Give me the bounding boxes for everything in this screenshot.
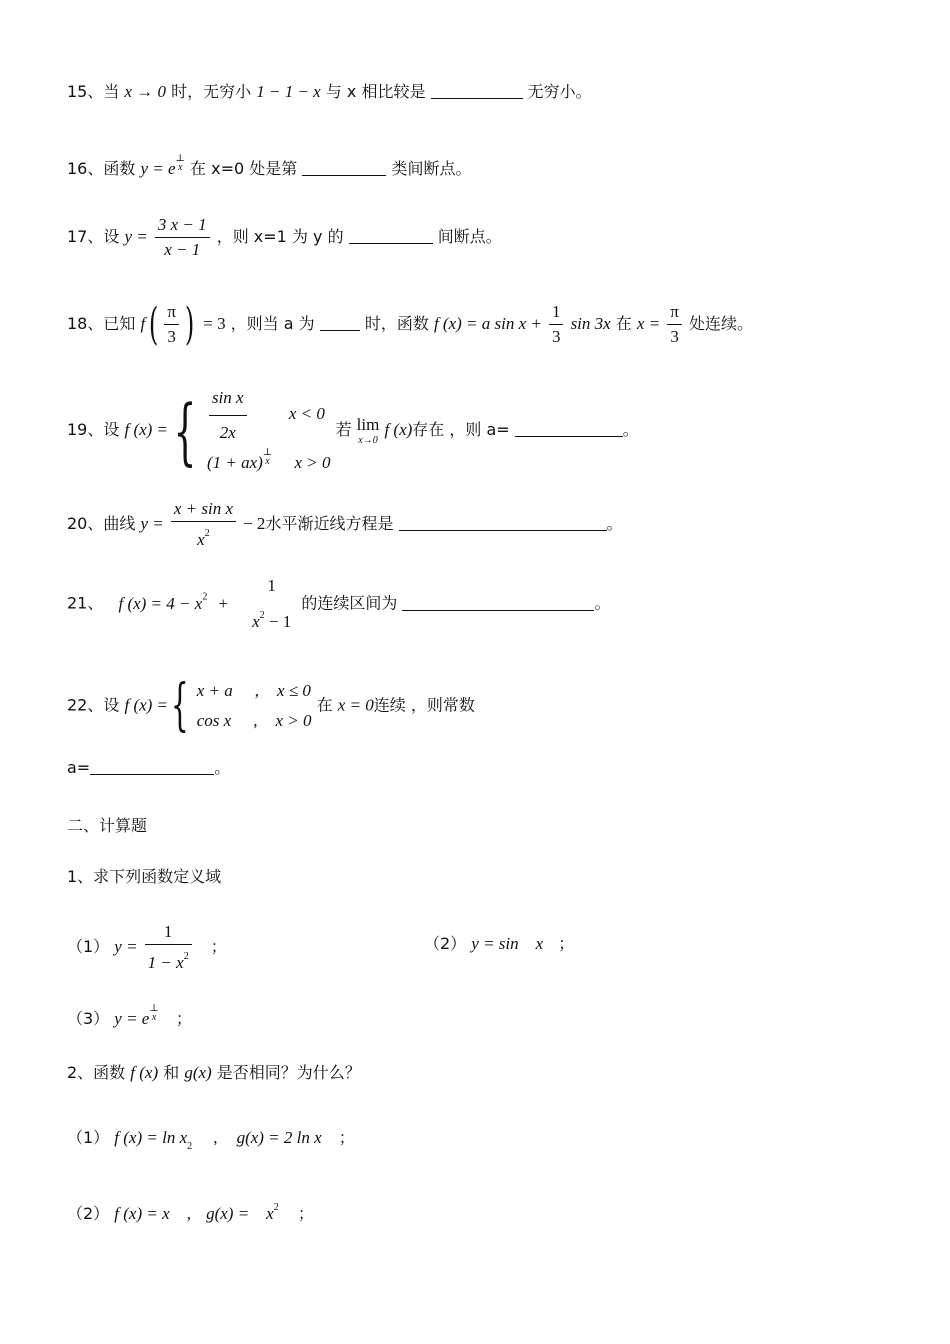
q17-text2: 间断点。 xyxy=(437,227,502,246)
q22-answer-end: 。 xyxy=(214,758,231,777)
q22-cond-1: x ≤ 0 xyxy=(277,681,311,700)
q16-expression: y = e xyxy=(140,159,176,178)
calc-1-2-end: ； xyxy=(558,934,575,953)
q19-text1: 若 xyxy=(335,420,352,439)
q17-lhs: y = xyxy=(124,227,148,246)
calc-1-3-end: ； xyxy=(175,1009,192,1028)
q21-sup: 2 xyxy=(202,591,208,603)
q20-lhs: y = xyxy=(140,514,164,533)
question-19: 19、设 f (x) ={ $\frac{\text{sin x}}{2x}$ x < 0 (1 + ax) ⊥ x x > 0 若 lim x→0 f (x)存在 ，则 a= 。 xyxy=(67,383,639,478)
q16-exp-bottom: x xyxy=(178,162,183,173)
q20-number: 20、曲线 xyxy=(67,514,136,533)
q18-three: 3 xyxy=(167,327,176,346)
q21-answer-blank[interactable] xyxy=(402,594,594,611)
question-16 xyxy=(67,154,471,179)
question-15 xyxy=(67,82,592,102)
q19-number: 19、设 xyxy=(67,420,120,439)
calc-2-1-g: g(x) = 2 ln x xyxy=(236,1128,322,1147)
calc-1-3-expr: y = e xyxy=(114,1009,150,1028)
calc-2-1-comma: , xyxy=(213,1128,218,1147)
q17-answer-blank[interactable] xyxy=(349,227,433,244)
q22-expr-2: cos x xyxy=(196,711,232,730)
q18-pi-b: π xyxy=(667,302,682,325)
q20-fraction xyxy=(171,499,236,550)
q19-expression-2: (1 + ax) xyxy=(206,453,263,472)
calc-1-1-end: ； xyxy=(210,937,227,956)
calc-2-1-label: （1） xyxy=(67,1128,110,1147)
q16-answer-blank[interactable] xyxy=(302,159,386,176)
question-22-answer xyxy=(67,758,230,778)
q17-number: 17、设 xyxy=(67,227,120,246)
q16-exp-top: ⊥ xyxy=(175,153,185,164)
q16-exponent xyxy=(176,154,185,172)
q18-number: 18、已知 xyxy=(67,314,136,333)
calc-1-2 xyxy=(424,934,574,954)
q18-text4: 处连续。 xyxy=(688,314,753,333)
q19-lim-sub: x→0 xyxy=(358,434,378,446)
q18-function-expr: f (x) = a sin x + xyxy=(433,314,542,333)
q20-numerator: x + sin x xyxy=(171,499,236,522)
calc-2-2-label: （2） xyxy=(67,1204,110,1223)
q22-answer-label: a= xyxy=(67,758,91,777)
q19-condition-2: x > 0 xyxy=(294,453,331,472)
calc-2-2-sup: 2 xyxy=(273,1202,279,1213)
q16-text1: 在 x=0 处是第 xyxy=(190,159,298,178)
calc-1-title: 1、求下列函数定义域 xyxy=(67,867,222,886)
calc-2-1-end: ； xyxy=(338,1128,355,1147)
calc-2-1-sub: 2 xyxy=(187,1141,193,1152)
q22-text1: 在 xyxy=(316,695,333,715)
question-20 xyxy=(67,499,623,550)
q21-fraction xyxy=(249,576,294,632)
q15-text1: 时，无穷小 xyxy=(171,82,252,101)
q20-text1: 水平渐近线方程是 xyxy=(265,514,394,533)
q15-text3: 无穷小。 xyxy=(527,82,592,101)
q19-fraction xyxy=(209,383,247,448)
q19-limit xyxy=(357,415,380,447)
q19-case-2 xyxy=(207,448,331,478)
q22-comma-2: , xyxy=(253,711,258,730)
q19-exp-bottom: x xyxy=(265,456,270,467)
question-18: 18、已知 f( $\frac{\pi}{3}$ ) = 3 ，则当 a 为 时，函数 f (x) = a sin x + $\frac{1}{3}$ sin 3x 在 x = $\frac{\pi}{3}$ 处连续。 xyxy=(67,298,753,350)
q21-number: 21、 xyxy=(67,593,104,613)
q19-text3: 。 xyxy=(622,420,639,439)
calc-1-1-denominator: 1 − x xyxy=(147,953,184,972)
calc-1-2-label: （2） xyxy=(424,934,467,953)
q15-expression: 1 − 1 − x xyxy=(256,82,321,101)
calc-1-1 xyxy=(67,922,227,973)
calc-2-text3: 是否相同？为什么？ xyxy=(216,1063,361,1082)
q21-plus: + xyxy=(218,593,228,613)
calc-1-3 xyxy=(67,1004,192,1029)
q21-den-tail: − 1 xyxy=(268,612,292,631)
q19-cases xyxy=(207,383,331,478)
q20-tail: − 2 xyxy=(243,514,266,533)
q15-number: 15、当 xyxy=(67,82,120,101)
calc-1-2-expr: y = sin x xyxy=(471,934,544,953)
calc-2-1 xyxy=(67,1128,355,1157)
calc-2-2-f: f (x) = x xyxy=(114,1204,170,1223)
q19-lhs: f (x) = xyxy=(124,420,169,439)
q21-numerator: 1 xyxy=(267,576,276,595)
q22-text2: 连续 ，则常数 xyxy=(373,695,475,715)
q19-lim: lim xyxy=(356,414,380,434)
q18-answer-blank[interactable] xyxy=(320,314,360,331)
q19-text2: 存在 ，则 a= xyxy=(412,420,510,439)
q16-text2: 类间断点。 xyxy=(391,159,472,178)
q18-pi-over-3 xyxy=(164,302,179,347)
q18-one: 1 xyxy=(549,302,564,325)
q17-text1: ，则 x=1 为 y 的 xyxy=(216,227,344,246)
q18-text2: 时，函数 xyxy=(364,314,429,333)
q17-denominator: x − 1 xyxy=(164,240,201,259)
q15-answer-blank[interactable] xyxy=(431,82,523,99)
calc-1-1-label: （1） xyxy=(67,937,110,956)
q22-cases xyxy=(197,676,312,736)
q19-denominator: 2x xyxy=(219,423,236,442)
q16-number: 16、函数 xyxy=(67,159,136,178)
question-21 xyxy=(67,576,610,632)
q22-number: 22、设 xyxy=(67,695,120,715)
q18-one-third xyxy=(549,302,564,347)
calc-2-text2: 和 xyxy=(163,1063,180,1082)
q18-pi: π xyxy=(164,302,179,325)
q18-pi-over-3-b xyxy=(667,302,682,347)
q20-den-sup: 2 xyxy=(204,528,210,539)
q19-condition-1: x < 0 xyxy=(288,404,325,424)
q22-expr-1: x + a xyxy=(196,681,233,700)
calc-1-1-fraction xyxy=(145,922,192,973)
q22-condition: x = 0 xyxy=(337,695,374,715)
q19-exponent xyxy=(263,448,272,466)
q18-x-equals: x = xyxy=(636,314,661,333)
calc-2-1-f: f (x) = ln x xyxy=(114,1128,188,1147)
calc-1-1-numerator: 1 xyxy=(145,922,192,945)
question-22: 22、设 f (x) ={ x + a , x ≤ 0 cos x , x > 0 在 x = 0连续 ，则常数 xyxy=(67,673,475,738)
calc-2-title xyxy=(67,1063,361,1083)
q19-answer-blank[interactable] xyxy=(515,420,623,437)
calc-2-2-g: g(x) = x xyxy=(206,1204,274,1223)
calc-2-text1: 2、函数 xyxy=(67,1063,126,1082)
q22-case-1 xyxy=(197,676,312,706)
q22-case-2 xyxy=(197,706,312,736)
q17-fraction xyxy=(155,215,210,260)
q20-text2: 。 xyxy=(606,514,623,533)
q15-condition: x → 0 xyxy=(124,82,167,101)
q22-lhs: f (x) = xyxy=(124,695,169,715)
q18-f: f xyxy=(140,314,146,333)
calc-2-2-comma: , xyxy=(186,1204,191,1223)
q18-three-b: 3 xyxy=(551,327,561,346)
q20-answer-blank[interactable] xyxy=(399,514,607,531)
q19-fx: f (x) xyxy=(384,420,413,439)
calc-1-1-sup: 2 xyxy=(183,951,189,962)
question-17 xyxy=(67,215,502,260)
q17-numerator: 3 x − 1 xyxy=(155,215,210,238)
calc-1-3-exponent xyxy=(149,1004,158,1022)
calc-1-3-label: （3） xyxy=(67,1009,110,1028)
calc-2-2-end: ； xyxy=(297,1204,314,1223)
q21-text1: 的连续区间为 xyxy=(301,593,398,613)
q19-exp-top: ⊥ xyxy=(262,447,273,458)
q22-cond-2: x > 0 xyxy=(275,711,312,730)
q18-equals: = 3 xyxy=(203,314,226,333)
q15-text2: 与 x 相比较是 xyxy=(325,82,426,101)
q19-numerator: sin x xyxy=(209,383,247,416)
q19-case-1 xyxy=(207,383,331,448)
calc-2-2 xyxy=(67,1198,314,1224)
q20-denominator: x xyxy=(197,530,205,549)
q18-text3: 在 xyxy=(615,314,632,333)
q21-text2: 。 xyxy=(594,593,611,613)
calc-1-3-exp-top: ⊥ xyxy=(149,1003,159,1014)
q22-answer-blank[interactable] xyxy=(90,758,214,775)
q22-comma-1: , xyxy=(254,681,260,700)
q18-three-c: 3 xyxy=(670,327,679,346)
q21-lhs: f (x) = 4 − x xyxy=(118,593,203,613)
calc-1-3-exp-bottom: x xyxy=(151,1012,157,1023)
q21-den-sup: 2 xyxy=(259,610,265,621)
calc-2-g: g(x) xyxy=(184,1063,212,1082)
q21-den-x: x xyxy=(252,612,260,631)
calc-1-1-lhs: y = xyxy=(114,937,138,956)
calc-2-f: f (x) xyxy=(130,1063,159,1082)
q18-text1: ，则当 a 为 xyxy=(230,314,315,333)
q18-sin3x: sin 3x xyxy=(570,314,611,333)
section-2-title: 二、计算题 xyxy=(67,816,148,835)
